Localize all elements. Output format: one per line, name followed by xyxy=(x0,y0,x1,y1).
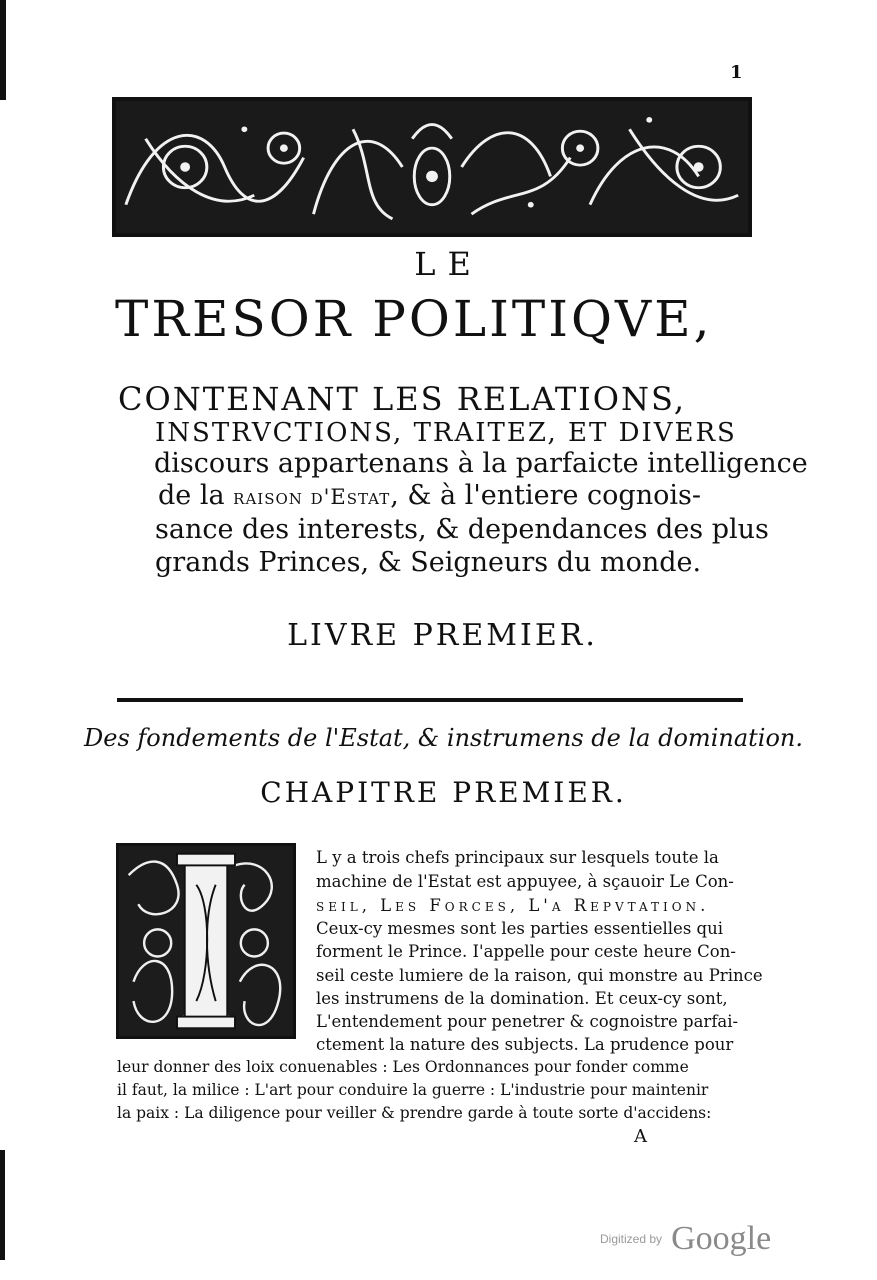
body-line-10: leur donner des loix conuenables : Les Ordonnances pour fonder comme xyxy=(117,1058,689,1076)
body-line-1: L y a trois chefs principaux sur lesquels toute la xyxy=(316,848,719,867)
scan-edge-mark-bottom xyxy=(0,1150,5,1260)
body-line-8: L'entendement pour penetrer & cognoistre parfai- xyxy=(316,1012,739,1031)
catchword: A xyxy=(634,1126,647,1147)
body-line-5: forment le Prince. I'appelle pour ceste heure Con- xyxy=(316,942,736,961)
main-title: TRESOR POLITIQVE, xyxy=(115,290,713,348)
ornamental-headpiece xyxy=(112,97,752,237)
body-line-11: il faut, la milice : L'art pour conduire la guerre : L'industrie pour maintenir xyxy=(117,1081,709,1099)
body-line-4: Ceux-cy mesmes sont les parties essentielles qui xyxy=(316,919,724,938)
subtitle-line-4-smallcaps: raison d'Estat xyxy=(233,485,391,509)
page-number: 1 xyxy=(730,62,743,83)
subtitle-line-4 xyxy=(158,480,701,511)
body-line-6: seil ceste lumiere de la raison, qui monstre au Prince xyxy=(316,966,763,985)
subtitle-line-3: discours appartenans à la parfaicte intelligence xyxy=(154,448,808,479)
horizontal-rule xyxy=(117,698,743,702)
subtitle-line-1: CONTENANT LES RELATIONS, xyxy=(118,380,686,418)
body-line-12: la paix : La diligence pour veiller & prendre garde à toute sorte d'accidens: xyxy=(117,1104,712,1122)
section-title: Des fondements de l'Estat, & instrumens de la domination. xyxy=(84,724,803,752)
body-line-2: machine de l'Estat est appuyee, à sçauoir Le Con- xyxy=(316,872,734,891)
watermark-prefix: Digitized by xyxy=(600,1232,663,1246)
subtitle-line-4-post: , & à l'entiere cognois- xyxy=(390,480,701,511)
title-article: LE xyxy=(414,245,483,283)
body-line-7: les instrumens de la domination. Et ceux-cy sont, xyxy=(316,989,728,1008)
subtitle-line-4-pre: de la xyxy=(158,480,234,511)
subtitle-line-2: INSTRVCTIONS, TRAITEZ, ET DIVERS xyxy=(155,418,737,448)
google-logo: Google xyxy=(671,1220,772,1257)
scan-edge-mark-top xyxy=(0,0,6,100)
book-heading: LIVRE PREMIER. xyxy=(287,618,598,653)
body-line-9: ctement la nature des subjects. La prudence pour xyxy=(316,1035,734,1054)
subtitle-line-6: grands Princes, & Seigneurs du monde. xyxy=(155,547,702,578)
digitized-watermark xyxy=(600,1220,771,1258)
subtitle-line-5: sance des interests, & dependances des plus xyxy=(155,514,769,545)
body-line-3: seil, Les Forces, L'a Repvtation. xyxy=(316,896,710,915)
decorated-drop-cap xyxy=(116,843,296,1039)
chapter-heading: CHAPITRE PREMIER. xyxy=(260,776,627,809)
